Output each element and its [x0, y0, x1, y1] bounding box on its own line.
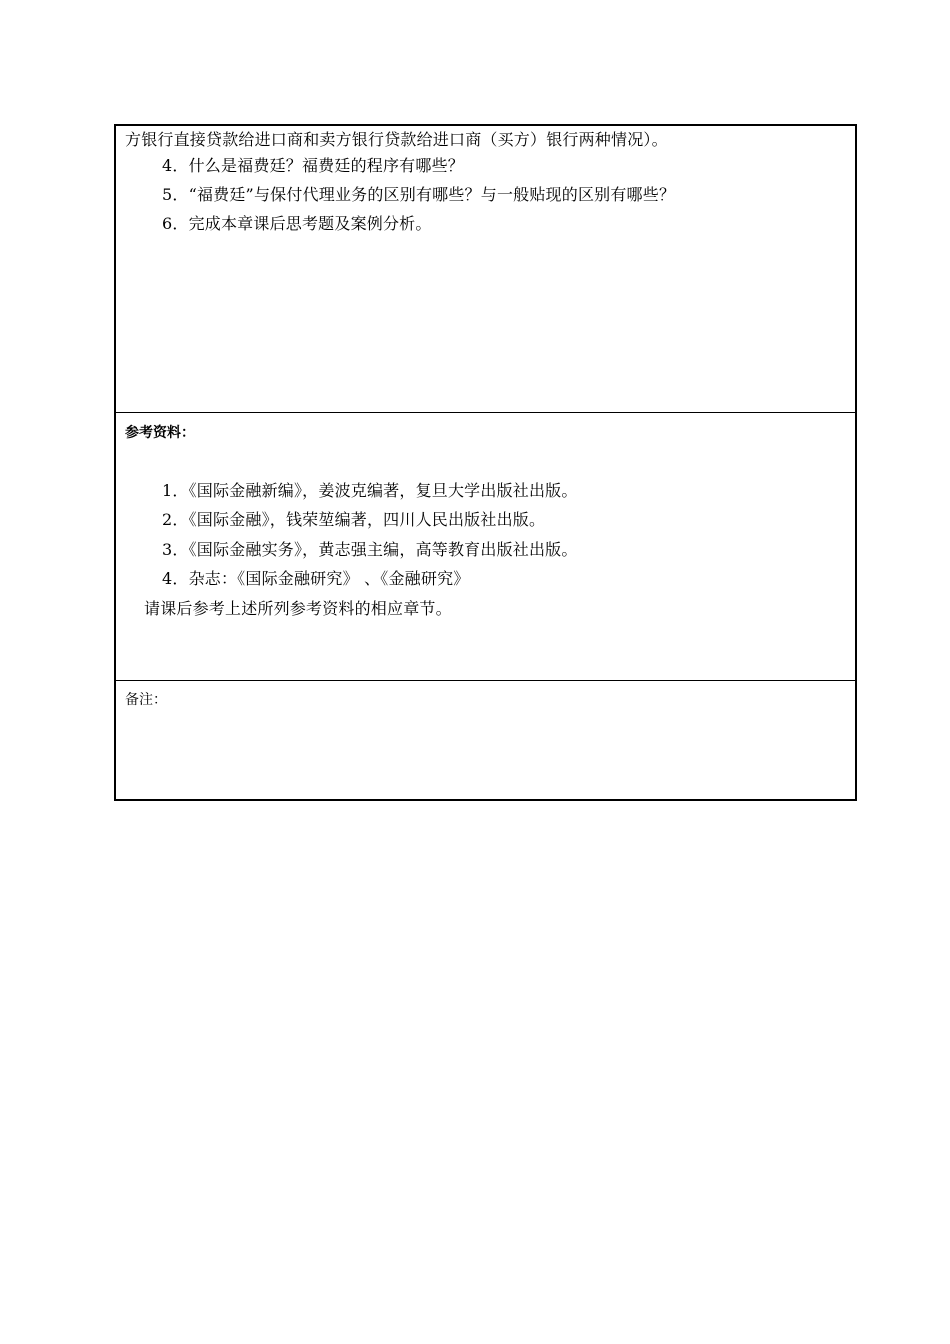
homework-cell: [116, 126, 855, 413]
remarks-label: 备注：: [125, 692, 167, 708]
homework-line-continuation: 方银行直接贷款给进口商和卖方银行贷款给进口商（买方）银行两种情况）。: [125, 130, 668, 149]
homework-question-5: 5．“福费廷”与保付代理业务的区别有哪些？与一般贴现的区别有哪些？: [162, 185, 676, 204]
homework-question-6: 6．完成本章课后思考题及案例分析。: [162, 214, 432, 233]
reference-item-2: 2．《国际金融》，钱荣堃编著，四川人民出版社出版。: [162, 510, 546, 529]
references-label: 参考资料：: [125, 425, 195, 441]
remarks-cell: [116, 681, 855, 799]
references-cell: [116, 413, 855, 681]
document-table: [114, 124, 857, 801]
reference-item-4: 4．杂志：《国际金融研究》 、《金融研究》: [162, 569, 470, 588]
reference-item-3: 3．《国际金融实务》，黄志强主编，高等教育出版社出版。: [162, 540, 578, 559]
homework-question-4: 4．什么是福费廷？福费廷的程序有哪些？: [162, 156, 464, 175]
reference-item-1: 1．《国际金融新编》，姜波克编著，复旦大学出版社出版。: [162, 481, 578, 500]
references-note: 请课后参考上述所列参考资料的相应章节。: [144, 599, 452, 618]
